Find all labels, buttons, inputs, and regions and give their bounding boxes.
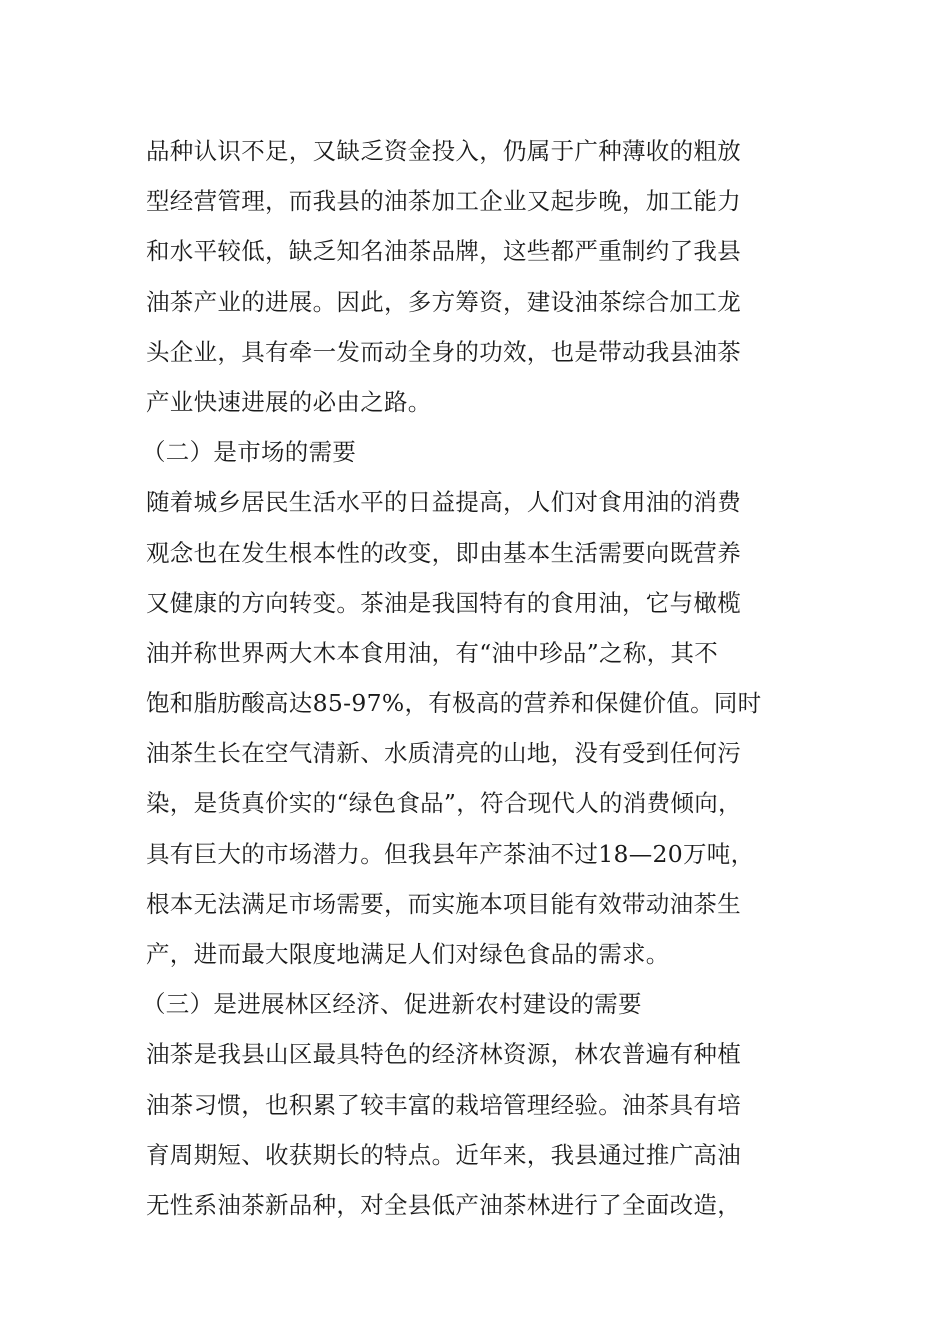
section-heading-3: （三）是进展林区经济、促进新农村建设的需要	[142, 990, 642, 1019]
document-page	[142, 126, 806, 1230]
text-line: 具有巨大的市场潜力。但我县年产茶油不过18—20万吨，	[146, 839, 755, 868]
text-line: 观念也在发生根本性的改变，即由基本生活需要向既营养	[146, 538, 741, 567]
text-line: 产，进而最大限度地满足人们对绿色食品的需求。	[146, 940, 670, 968]
text-line: 油茶是我县山区最具特色的经济林资源，林农普遍有种植	[146, 1040, 741, 1069]
text-line: 又健康的方向转变。茶油是我国特有的食用油，它与橄榄	[146, 588, 741, 617]
text-line: 随着城乡居民生活水平的日益提高，人们对食用油的消费	[146, 488, 741, 517]
paragraph-3	[146, 1029, 806, 1230]
section-heading-2: （二）是市场的需要	[142, 438, 357, 467]
text-line: 品种认识不足，又缺乏资金投入，仍属于广种薄收的粗放	[146, 137, 741, 165]
paragraph-2	[146, 477, 806, 979]
text-line: 染，是货真价实的“绿色食品”，符合现代人的消费倾向，	[146, 789, 742, 818]
text-line: 油茶习惯，也积累了较丰富的栽培管理经验。油茶具有培	[146, 1090, 741, 1119]
text-line: 型经营管理，而我县的油茶加工企业又起步晚，加工能力	[146, 187, 741, 216]
text-line: 油并称世界两大木本食用油，有“油中珍品”之称，其不	[146, 638, 719, 667]
text-line: 饱和脂肪酸高达85-97%，有极高的营养和保健价值。同时	[146, 689, 762, 718]
text-line: 和水平较低，缺乏知名油茶品牌，这些都严重制约了我县	[146, 237, 741, 266]
text-line: 根本无法满足市场需要，而实施本项目能有效带动油茶生	[146, 889, 741, 918]
paragraph-1	[146, 126, 806, 427]
text-line: 无性系油茶新品种，对全县低产油茶林进行了全面改造，	[146, 1190, 741, 1219]
text-line: 产业快速进展的必由之路。	[146, 387, 432, 416]
text-line: 头企业，具有牵一发而动全身的功效，也是带动我县油茶	[146, 337, 741, 366]
text-line: 育周期短、收获期长的特点。近年来，我县通过推广高油	[146, 1140, 741, 1169]
text-line: 油茶产业的进展。因此，多方筹资，建设油茶综合加工龙	[146, 287, 741, 316]
text-line: 油茶生长在空气清新、水质清亮的山地，没有受到任何污	[146, 739, 741, 768]
